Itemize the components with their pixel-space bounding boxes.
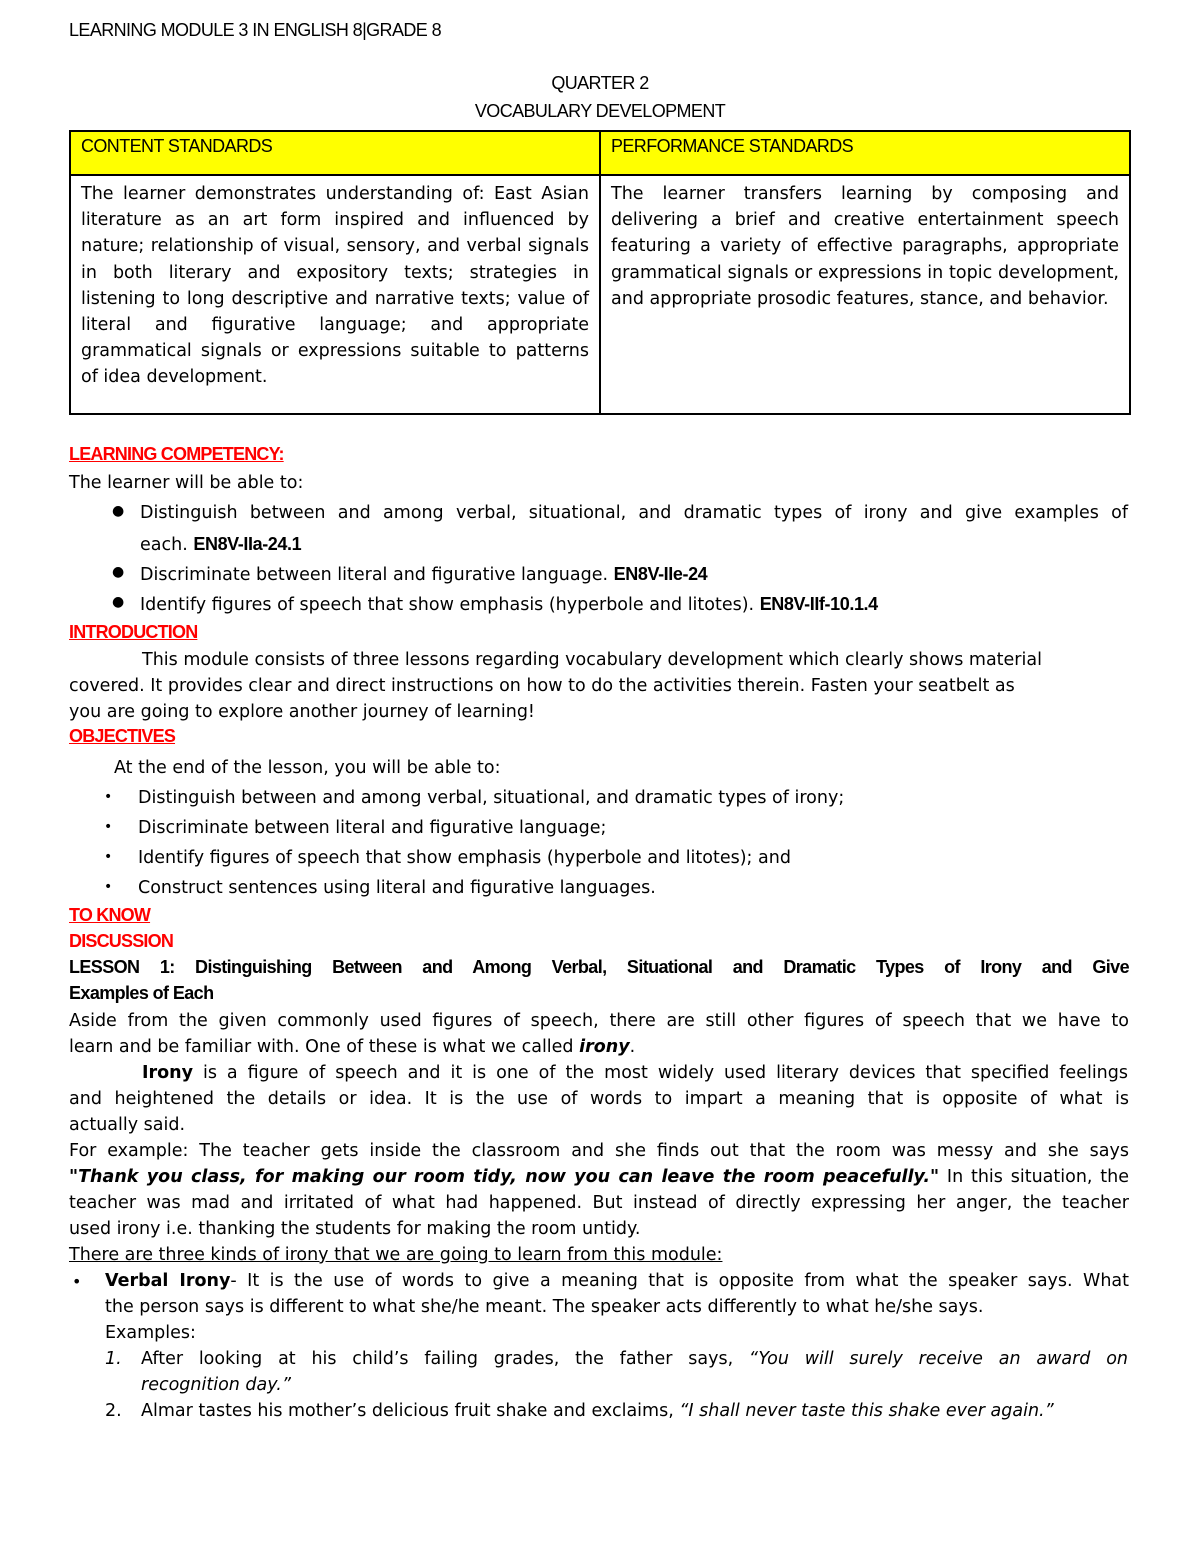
paragraph-3-line3: teacher was mad and irritated of what had happened. But instead of directly expressing her anger, the teacher bbox=[69, 1193, 1129, 1213]
performance-standards-text: The learner transfers learning by composing and delivering a brief and creative entertainment speech featuring a variety of effective paragraphs, appropriate grammatical signals or expressions in topic development, and appropriate prosodic features, stance, and behavior. bbox=[600, 175, 1130, 414]
competency-item-2 bbox=[140, 561, 707, 588]
topic-title: VOCABULARY DEVELOPMENT bbox=[474, 101, 726, 121]
discussion-heading: DISCUSSION bbox=[69, 931, 174, 951]
verbal-irony-term: Verbal Irony bbox=[105, 1271, 231, 1291]
introduction-line-3: you are going to explore another journey of learning! bbox=[69, 702, 535, 722]
bullet-icon: ● bbox=[112, 503, 125, 519]
paragraph-3-text: In this situation, the bbox=[939, 1167, 1129, 1187]
objective-item: Identify figures of speech that show emphasis (hyperbole and litotes); and bbox=[138, 848, 791, 868]
introduction-line-2: covered. It provides clear and direct instructions on how to do the activities therein. Fasten your seatbelt as bbox=[69, 676, 1015, 696]
lesson-title-line2: Examples of Each bbox=[69, 983, 214, 1003]
bullet-icon: • bbox=[104, 879, 113, 895]
paragraph-1-text: learn and be familiar with. One of these is what we called bbox=[69, 1037, 580, 1057]
competency-code-2: EN8V-IIe-24 bbox=[613, 564, 708, 584]
competency-intro: The learner will be able to: bbox=[69, 473, 304, 493]
paragraph-2-line1 bbox=[142, 1060, 1128, 1086]
competency-item-1-text: each. bbox=[140, 535, 188, 555]
competency-code-1: EN8V-IIa-24.1 bbox=[193, 534, 302, 554]
verbal-irony-line2: the person says is different to what she/he meant. The speaker acts differently to what he/she says. bbox=[105, 1297, 984, 1317]
paragraph-1-line1: Aside from the given commonly used figures of speech, there are still other figures of speech that we have to bbox=[69, 1011, 1129, 1031]
standards-table bbox=[69, 130, 1131, 415]
competency-item-1-line1: Distinguish between and among verbal, situational, and dramatic types of irony and give examples of bbox=[140, 503, 1128, 523]
verbal-irony-line1 bbox=[105, 1268, 1129, 1294]
bullet-icon: • bbox=[72, 1272, 82, 1291]
paragraph-2-line2: and heightened the details or idea. It is the use of words to impart a meaning that is opposite of what is bbox=[69, 1089, 1129, 1109]
example-1-number: 1. bbox=[105, 1349, 122, 1369]
competency-item-2-text: Discriminate between literal and figurative language. bbox=[140, 565, 609, 585]
example-2-line1 bbox=[141, 1398, 1054, 1424]
content-standards-header: CONTENT STANDARDS bbox=[70, 131, 600, 175]
irony-term-bold: Irony bbox=[142, 1063, 194, 1083]
competency-code-3: EN8V-IIf-10.1.4 bbox=[759, 594, 878, 614]
standards-body-row bbox=[70, 175, 1130, 414]
competency-item-3-text: Identify figures of speech that show emphasis (hyperbole and litotes). bbox=[140, 595, 755, 615]
competency-heading: LEARNING COMPETENCY: bbox=[69, 444, 284, 464]
bullet-icon: • bbox=[104, 819, 113, 835]
paragraph-2-text: is a figure of speech and it is one of the most widely used literary devices that specified feelings bbox=[193, 1063, 1128, 1083]
bullet-icon: ● bbox=[112, 564, 125, 580]
examples-label: Examples: bbox=[105, 1323, 196, 1343]
paragraph-3-line4: used irony i.e. thanking the students for making the room untidy. bbox=[69, 1219, 641, 1239]
standards-header-row bbox=[70, 131, 1130, 175]
content-standards-text: The learner demonstrates understanding of: East Asian literature as an art form inspired and influenced by nature; relationship of visual, sensory, and verbal signals in both literary and expository texts; strategies in listening to long descriptive and narrative texts; value of literal and figurative language; and appropriate grammatical signals or expressions suitable to patterns of idea development. bbox=[70, 175, 600, 414]
lesson-title-line1: LESSON 1: Distinguishing Between and Among Verbal, Situational and Dramatic Types of Irony and Give bbox=[69, 957, 1129, 977]
bullet-icon: ● bbox=[112, 594, 125, 610]
quarter-label: QUARTER 2 bbox=[551, 73, 649, 93]
bullet-icon: • bbox=[104, 789, 113, 805]
paragraph-1-end: . bbox=[629, 1037, 636, 1057]
example-2-quote: “I shall never taste this shake ever again.” bbox=[679, 1401, 1054, 1421]
objective-item: Discriminate between literal and figurative language; bbox=[138, 818, 607, 838]
paragraph-1-line2 bbox=[69, 1034, 635, 1060]
module-title: LEARNING MODULE 3 IN ENGLISH 8|GRADE 8 bbox=[69, 20, 441, 40]
example-1-line1 bbox=[141, 1346, 1128, 1372]
objectives-intro: At the end of the lesson, you will be able to: bbox=[114, 758, 501, 778]
objectives-heading: OBJECTIVES bbox=[69, 726, 176, 746]
paragraph-3-line1: For example: The teacher gets inside the classroom and she finds out that the room was messy and she says bbox=[69, 1141, 1129, 1161]
irony-term: irony bbox=[579, 1037, 630, 1057]
objective-item: Construct sentences using literal and figurative languages. bbox=[138, 878, 656, 898]
introduction-heading: INTRODUCTION bbox=[69, 622, 198, 642]
verbal-irony-text: - It is the use of words to give a meaning that is opposite from what the speaker says. What bbox=[230, 1271, 1129, 1291]
objective-item: Distinguish between and among verbal, situational, and dramatic types of irony; bbox=[138, 788, 845, 808]
competency-item-3 bbox=[140, 591, 878, 618]
example-2-number: 2. bbox=[105, 1401, 122, 1421]
example-1-text: After looking at his child’s failing grades, the father says, bbox=[141, 1349, 749, 1369]
bullet-icon: • bbox=[104, 849, 113, 865]
to-know-heading: TO KNOW bbox=[69, 905, 151, 925]
competency-item-1-line2 bbox=[140, 531, 301, 558]
example-1-line2: recognition day.” bbox=[141, 1375, 291, 1395]
paragraph-3-line2 bbox=[69, 1164, 1129, 1190]
example-1-quote: “You will surely receive an award on bbox=[748, 1349, 1128, 1369]
example-2-text: Almar tastes his mother’s delicious fruit shake and exclaims, bbox=[141, 1401, 680, 1421]
performance-standards-header: PERFORMANCE STANDARDS bbox=[600, 131, 1130, 175]
kinds-of-irony-intro: There are three kinds of irony that we are going to learn from this module: bbox=[69, 1245, 723, 1265]
introduction-line-1: This module consists of three lessons regarding vocabulary development which clearly shows material bbox=[142, 650, 1042, 670]
paragraph-2-line3: actually said. bbox=[69, 1115, 186, 1135]
teacher-quote: "Thank you class, for making our room tidy, now you can leave the room peacefully." bbox=[69, 1167, 940, 1187]
